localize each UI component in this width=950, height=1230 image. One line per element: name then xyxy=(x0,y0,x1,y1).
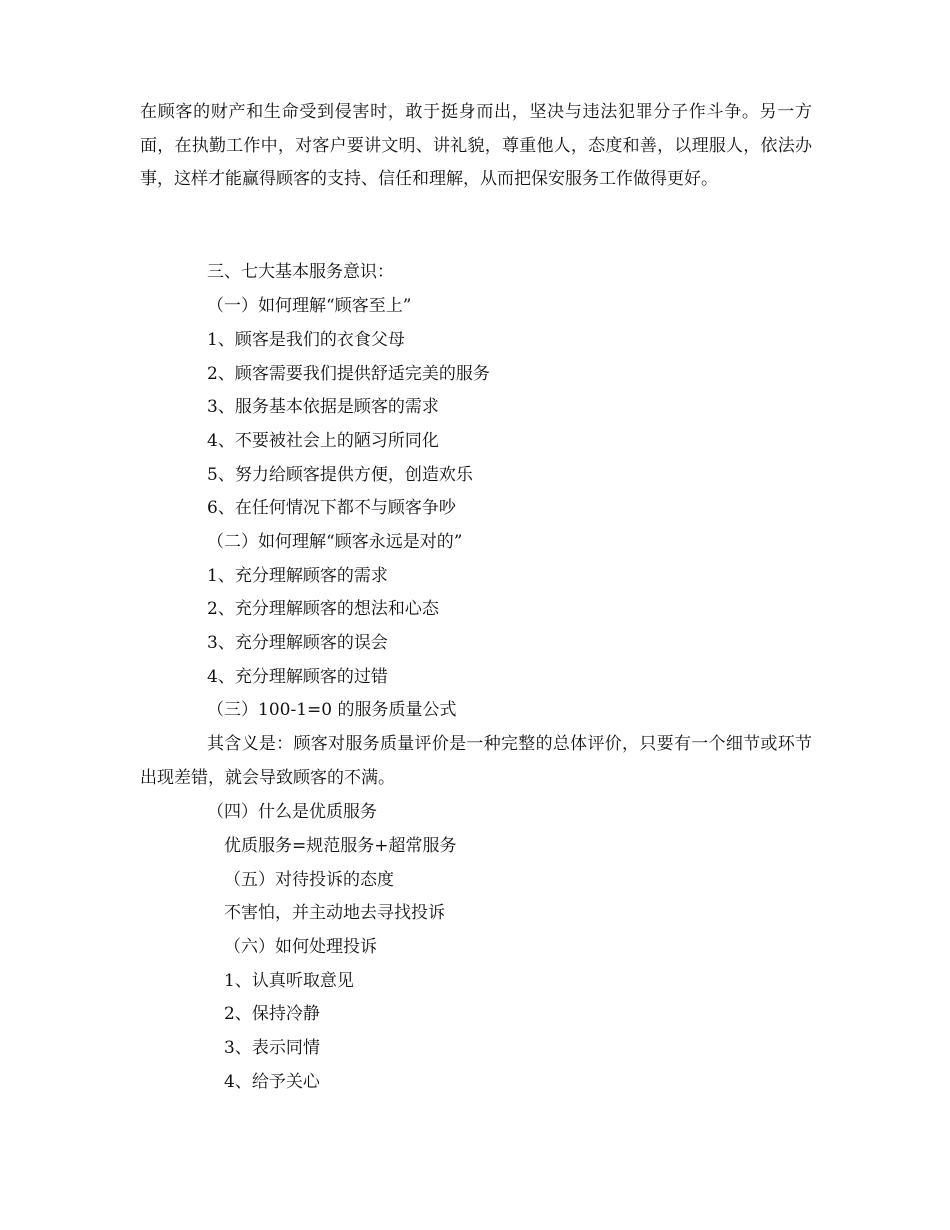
part4-body: 优质服务=规范服务+超常服务 xyxy=(224,836,457,856)
part2-item-3: 3、充分理解顾客的误会 xyxy=(207,633,388,653)
part3-body: 其含义是：顾客对服务质量评价是一种完整的总体评价，只要有一个细节或环节出现差错，就会导致顾客的不满。 xyxy=(140,734,812,788)
part2-item-1: 1、充分理解顾客的需求 xyxy=(207,566,388,586)
part3-heading: （三）100-1=0 的服务质量公式 xyxy=(207,700,457,720)
part1-item-6: 6、在任何情况下都不与顾客争吵 xyxy=(207,498,456,518)
part4-heading: （四）什么是优质服务 xyxy=(207,802,377,822)
part1-item-1: 1、顾客是我们的衣食父母 xyxy=(207,330,405,350)
part6-item-2: 2、保持冷静 xyxy=(224,1004,320,1024)
part1-item-2: 2、顾客需要我们提供舒适完美的服务 xyxy=(207,364,490,384)
part6-heading: （六）如何处理投诉 xyxy=(224,937,377,957)
part5-heading: （五）对待投诉的态度 xyxy=(224,870,394,890)
part2-heading: （二）如何理解“顾客永远是对的” xyxy=(207,532,463,552)
part2-item-2: 2、充分理解顾客的想法和心态 xyxy=(207,599,439,619)
part1-item-3: 3、服务基本依据是顾客的需求 xyxy=(207,397,439,417)
part2-item-4: 4、充分理解顾客的过错 xyxy=(207,667,388,687)
section-title: 三、七大基本服务意识： xyxy=(207,262,394,282)
part6-item-1: 1、认真听取意见 xyxy=(224,971,354,991)
intro-paragraph: 在顾客的财产和生命受到侵害时，敢于挺身而出，坚决与违法犯罪分子作斗争。另一方面，在执勤工作中，对客户要讲文明、讲礼貌，尊重他人，态度和善，以理服人，依法办事，这样才能赢得顾客的支持、信任和理解，从而把保安服务工作做得更好。 xyxy=(140,102,812,190)
part1-heading: （一）如何理解“顾客至上” xyxy=(207,296,412,316)
part6-item-4: 4、给予关心 xyxy=(224,1072,320,1092)
part1-item-5: 5、努力给顾客提供方便，创造欢乐 xyxy=(207,465,473,485)
part6-item-3: 3、表示同情 xyxy=(224,1038,320,1058)
part1-item-4: 4、不要被社会上的陋习所同化 xyxy=(207,431,439,451)
part5-body: 不害怕，并主动地去寻找投诉 xyxy=(224,903,445,923)
